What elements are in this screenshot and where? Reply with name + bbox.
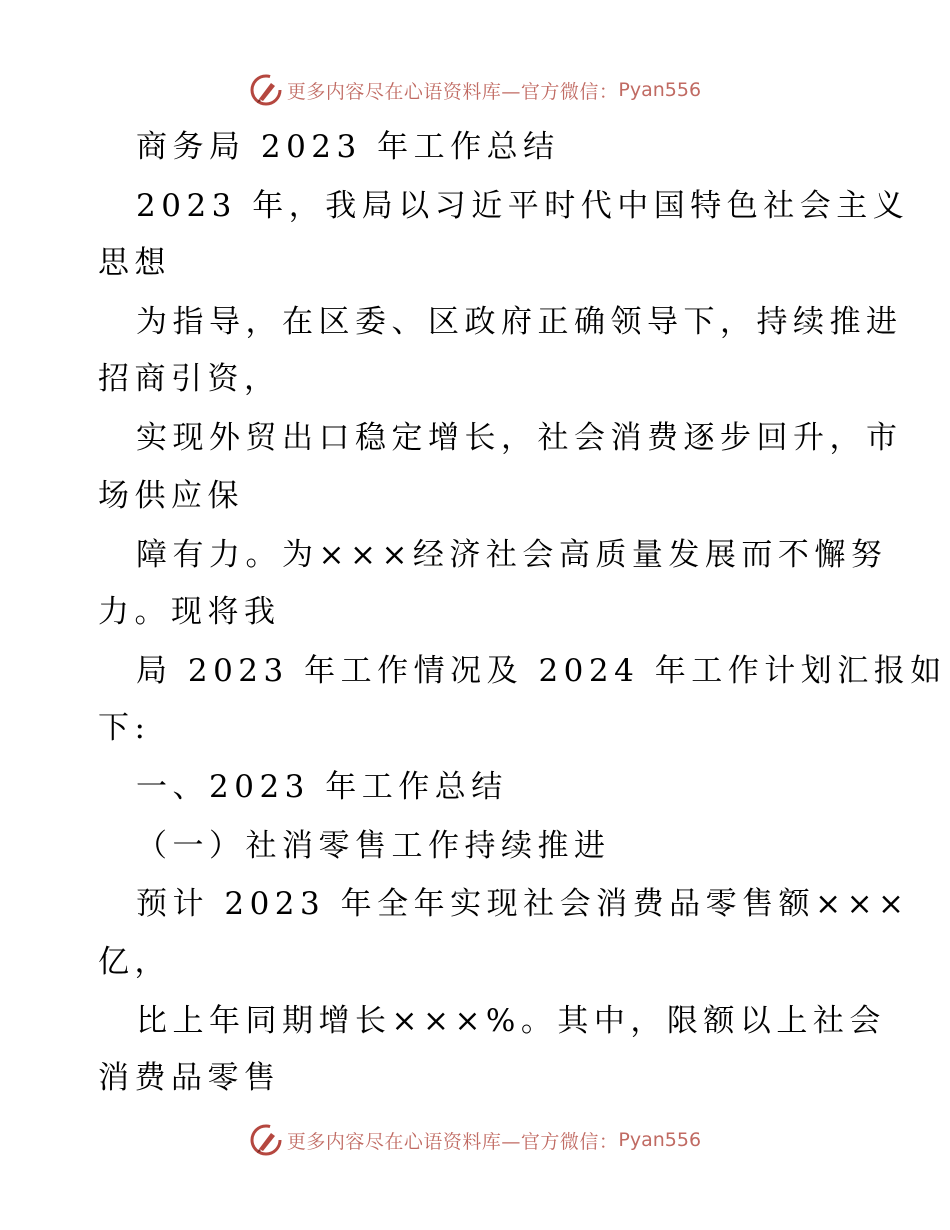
paragraph-line: 预计 2023 年全年实现社会消费品零售额××× (136, 886, 910, 922)
paragraph-line: 消费品零售 (98, 1060, 281, 1096)
paragraph-line: 招商引资， (98, 361, 281, 397)
paragraph-line: 障有力。为×××经济社会高质量发展而不懈努 (136, 537, 888, 573)
paragraph-line: 下: (98, 710, 151, 746)
watermark-account: Pyan556 (618, 79, 702, 101)
paragraph-line: 比上年同期增长×××%。其中，限额以上社会 (136, 1003, 886, 1039)
paragraph-line: 为指导，在区委、区政府正确领导下，持续推进 (136, 304, 903, 340)
pen-logo-icon (249, 1123, 283, 1157)
watermark-text: 更多内容尽在心语资料库—官方微信： (286, 80, 619, 103)
paragraph-line: 2023 年，我局以习近平时代中国特色社会主义 (136, 188, 910, 224)
section-heading: 一、2023 年工作总结 (136, 769, 508, 805)
paragraph-line: 思想 (98, 245, 171, 281)
pen-logo-icon (249, 73, 283, 107)
watermark-account: Pyan556 (618, 1129, 702, 1151)
subsection-heading: （一）社消零售工作持续推进 (136, 828, 611, 864)
watermark-text: 更多内容尽在心语资料库—官方微信： (286, 1130, 619, 1153)
paragraph-line: 力。现将我 (98, 594, 281, 630)
paragraph-line: 局 2023 年工作情况及 2024 年工作计划汇报如 (136, 653, 947, 689)
footer-watermark (0, 1120, 950, 1160)
paragraph-line: 实现外贸出口稳定增长，社会消费逐步回升，市 (136, 420, 903, 456)
header-watermark (0, 70, 950, 110)
paragraph-line: 亿， (98, 944, 171, 980)
paragraph-line: 场供应保 (98, 478, 244, 514)
doc-title: 商务局 2023 年工作总结 (136, 129, 560, 165)
